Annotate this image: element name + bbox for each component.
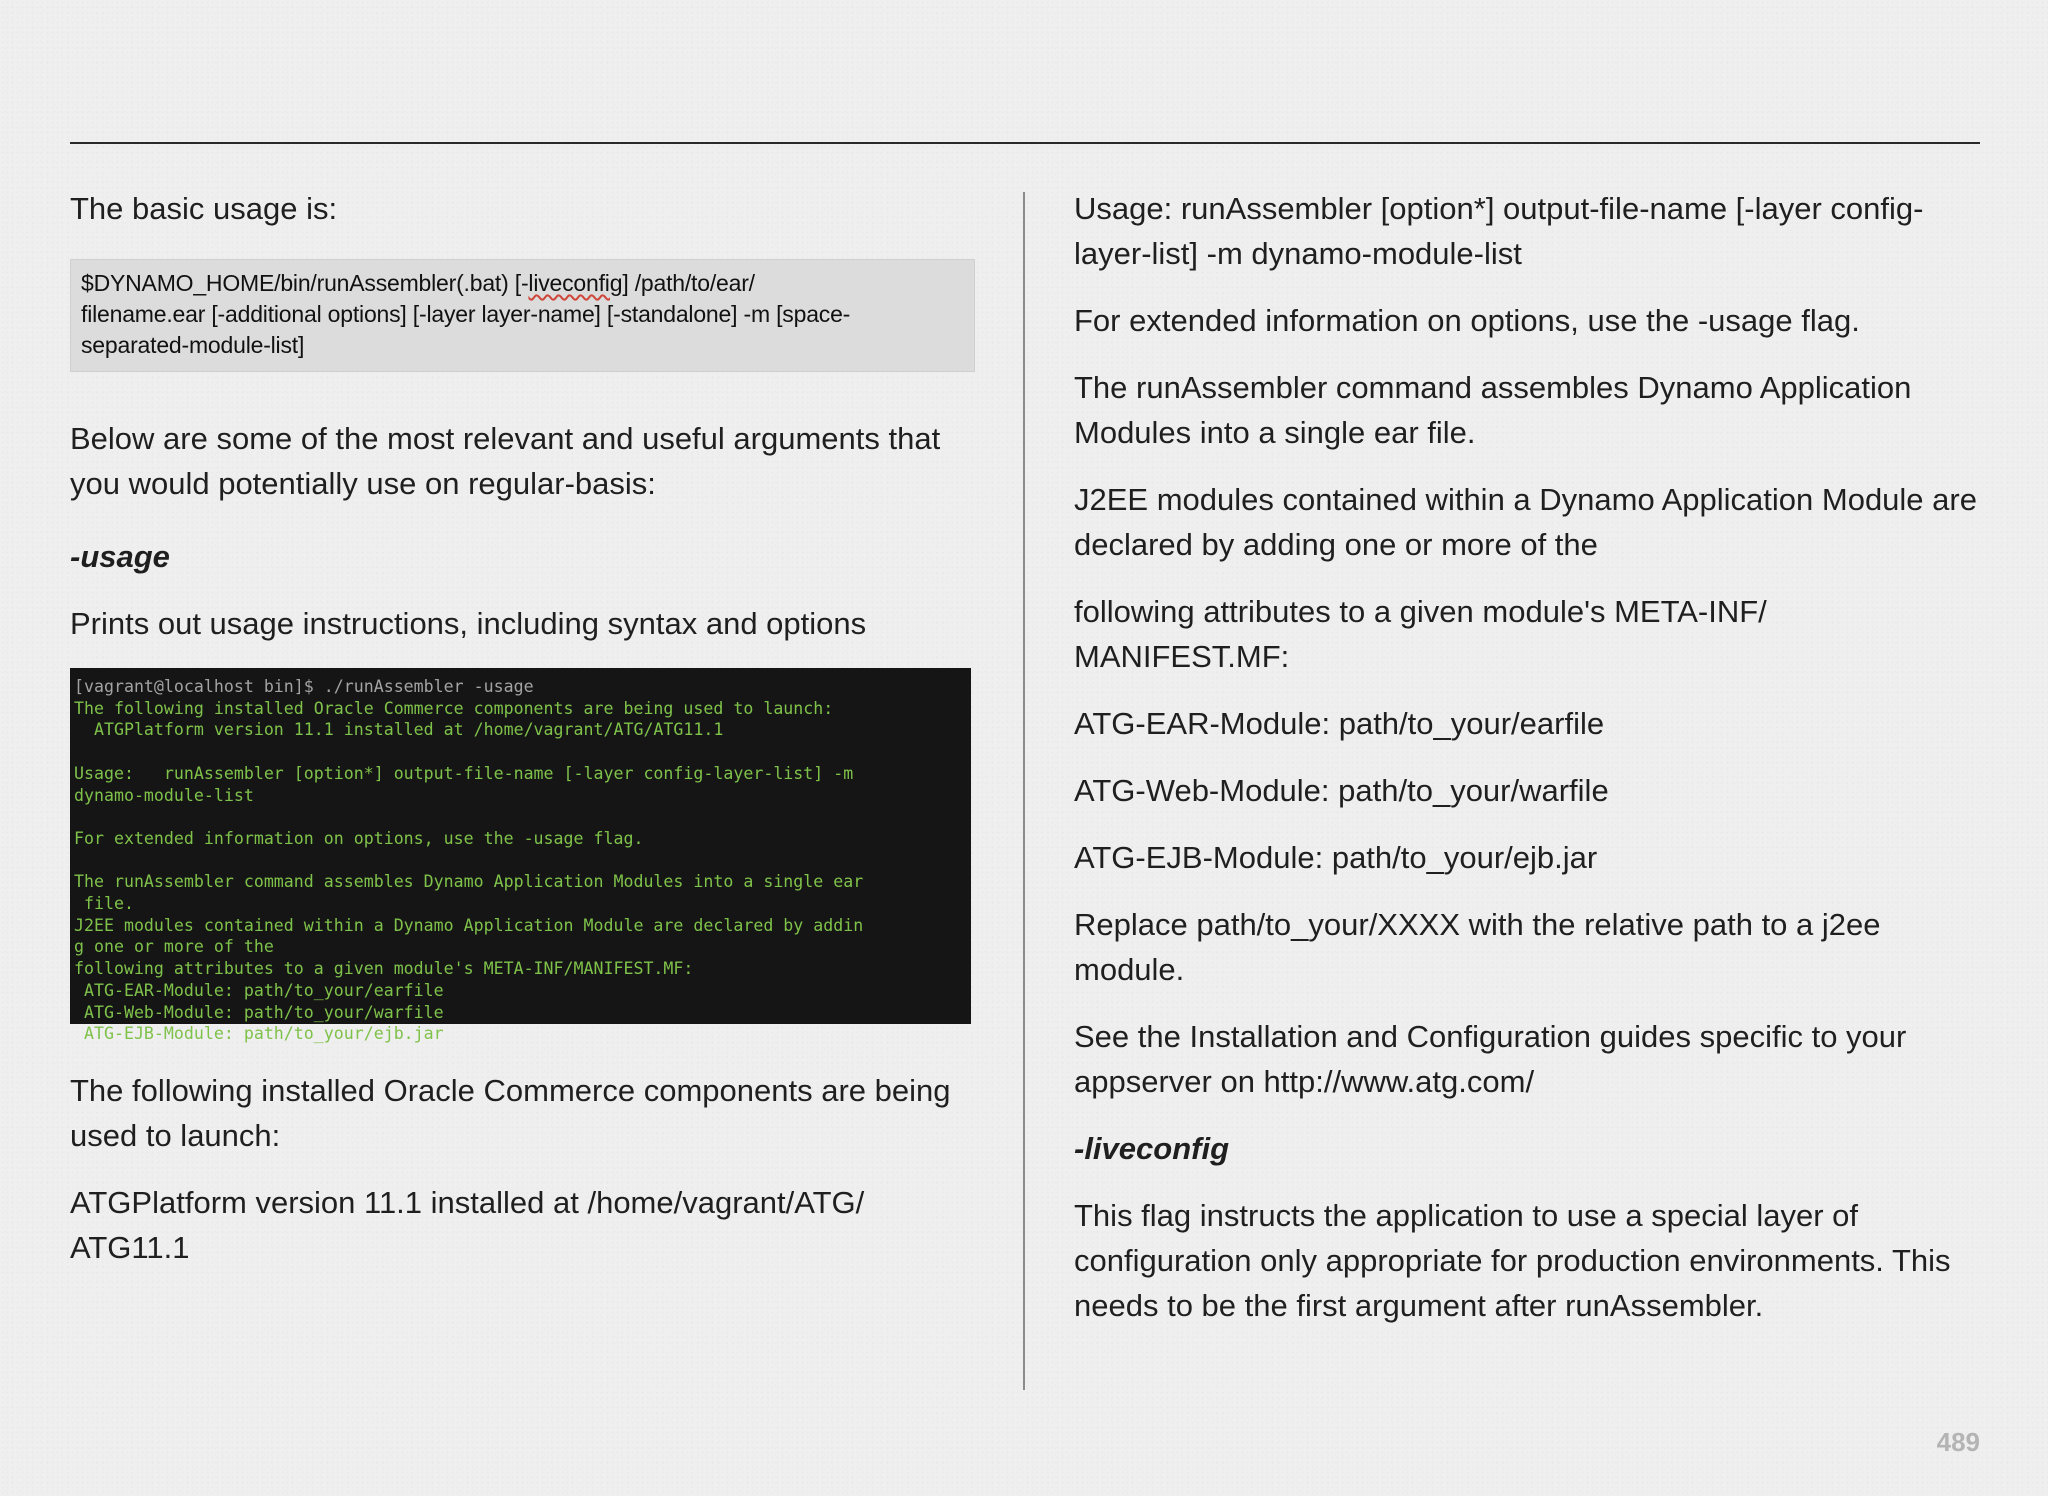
terminal-line: ATGPlatform version 11.1 installed at /home/vagrant/ATG/ATG11.1 bbox=[74, 720, 724, 740]
terminal-line: J2EE modules contained within a Dynamo Application Module are declared by addin bbox=[74, 915, 864, 935]
j2ee-text: J2EE modules contained within a Dynamo Application Module are declared by adding one or more of the bbox=[1074, 482, 1977, 562]
terminal-line: ATG-EJB-Module: path/to_your/ejb.jar bbox=[74, 1024, 444, 1044]
terminal-line: following attributes to a given module's META-INF/MANIFEST.MF: bbox=[74, 959, 694, 979]
replace-text: Replace path/to_your/XXXX with the relative path to a j2ee module. bbox=[1074, 907, 1881, 987]
terminal-line: For extended information on options, use the -usage flag. bbox=[74, 828, 644, 848]
terminal-line: Usage: runAssembler [option*] output-file-name [-layer config-layer-list] -m bbox=[74, 763, 854, 783]
left-column bbox=[70, 186, 975, 1298]
usage-description: Prints out usage instructions, including syntax and options bbox=[70, 606, 867, 641]
terminal-line bbox=[74, 741, 971, 763]
arguments-intro: Below are some of the most relevant and useful arguments that you would potentially use on regular-basis: bbox=[70, 421, 941, 501]
code-text-part1: $DYNAMO_HOME/bin/runAssembler(.bat) [- bbox=[81, 270, 529, 296]
usage-code-block bbox=[70, 259, 975, 372]
ear-module-text: ATG-EAR-Module: path/to_your/earfile bbox=[1074, 706, 1605, 741]
terminal-line: file. bbox=[74, 894, 134, 914]
flag-usage-heading: -usage bbox=[70, 539, 170, 574]
terminal-line: The following installed Oracle Commerce components are being used to launch: bbox=[74, 698, 834, 718]
terminal-line: g one or more of the bbox=[74, 937, 274, 957]
terminal-line: ATG-Web-Module: path/to_your/warfile bbox=[74, 1002, 444, 1022]
manifest-text: following attributes to a given module's META-INF/ MANIFEST.MF: bbox=[1074, 594, 1767, 674]
see-guides-text: See the Installation and Configuration guides specific to your appserver on http://www.atg.com/ bbox=[1074, 1019, 1907, 1099]
code-text-part2: ] /path/to/ear/ bbox=[622, 270, 755, 296]
terminal-line: dynamo-module-list bbox=[74, 785, 254, 805]
components-text: The following installed Oracle Commerce components are being used to launch: bbox=[70, 1073, 951, 1153]
assembles-text: The runAssembler command assembles Dynamo Application Modules into a single ear file. bbox=[1074, 370, 1912, 450]
column-divider bbox=[1023, 192, 1025, 1390]
code-text-line3: separated-module-list] bbox=[81, 332, 305, 358]
liveconfig-description: This flag instructs the application to use a special layer of configuration only appropriate for production environments. This needs to be the first argument after runAssembler. bbox=[1074, 1198, 1951, 1323]
right-column bbox=[1074, 186, 1980, 1350]
web-module-text: ATG-Web-Module: path/to_your/warfile bbox=[1074, 773, 1609, 808]
ejb-module-text: ATG-EJB-Module: path/to_your/ejb.jar bbox=[1074, 840, 1598, 875]
code-text-line2: filename.ear [-additional options] [-layer layer-name] [-standalone] -m [space- bbox=[81, 301, 851, 327]
terminal-line: [vagrant@localhost bin]$ ./runAssembler -usage bbox=[74, 677, 534, 696]
terminal-line bbox=[74, 806, 971, 828]
usage-syntax-text: Usage: runAssembler [option*] output-file-name [-layer config-layer-list] -m dynamo-module-list bbox=[1074, 191, 1924, 271]
flag-liveconfig-heading: -liveconfig bbox=[1074, 1131, 1230, 1166]
page-number: 489 bbox=[1936, 1427, 1980, 1457]
terminal-line: ATG-EAR-Module: path/to_your/earfile bbox=[74, 980, 444, 1000]
top-divider bbox=[70, 142, 1980, 144]
intro-text: The basic usage is: bbox=[70, 191, 338, 226]
platform-text: ATGPlatform version 11.1 installed at /home/vagrant/ATG/ ATG11.1 bbox=[70, 1185, 865, 1265]
code-spellcheck-word: liveconfig bbox=[528, 270, 623, 296]
terminal-line: The runAssembler command assembles Dynamo Application Modules into a single ear bbox=[74, 872, 864, 892]
terminal-line bbox=[74, 850, 971, 872]
terminal-screenshot bbox=[70, 668, 971, 1044]
extended-info-text: For extended information on options, use the -usage flag. bbox=[1074, 303, 1860, 338]
